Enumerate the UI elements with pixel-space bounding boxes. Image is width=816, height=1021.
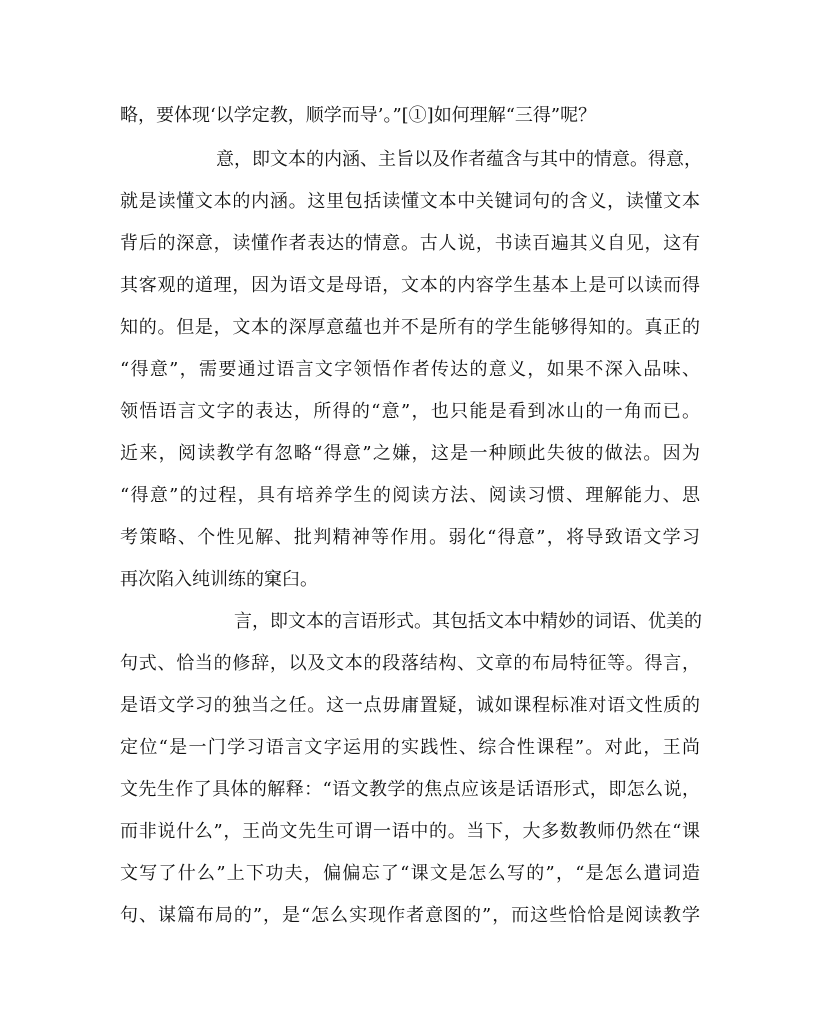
text-line: 近来，阅读教学有忽略“得意”之嫌，这是一种顾此失彼的做法。因为	[120, 443, 700, 464]
text-line: 知的。但是，文本的深厚意蕴也并不是所有的学生能够得知的。真正的	[120, 317, 700, 338]
text-line: 文写了什么”上下功夫，偏偏忘了“课文是怎么写的”，“是怎么遣词造	[120, 863, 700, 884]
text-line: 句、谋篇布局的”，是“怎么实现作者意图的”，而这些恰恰是阅读教学	[120, 905, 700, 926]
text-line: 而非说什么”，王尚文先生可谓一语中的。当下，大多数教师仍然在“课	[120, 821, 700, 842]
text-line: “得意”，需要通过语言文字领悟作者传达的意义，如果不深入品味、	[120, 359, 700, 380]
paragraph-end-line: 再次陷入纯训练的窠臼。	[120, 569, 318, 590]
text-line: “得意”的过程，具有培养学生的阅读方法、阅读习惯、理解能力、思	[120, 485, 700, 506]
text-line: 略，要体现‘以学定教，顺学而导’。”[①]如何理解“三得”呢？	[120, 105, 597, 126]
text-line: 是语文学习的独当之任。这一点毋庸置疑，诚如课程标准对语文性质的	[120, 695, 700, 716]
text-line: 其客观的道理，因为语文是母语，文本的内容学生基本上是可以读而得	[120, 275, 700, 296]
text-line: 考策略、个性见解、批判精神等作用。弱化“得意”，将导致语文学习	[120, 527, 700, 548]
text-line: 句式、恰当的修辞，以及文本的段落结构、文章的布局特征等。得言，	[120, 653, 700, 674]
text-line: 背后的深意，读懂作者表达的情意。古人说，书读百遍其义自见，这有	[120, 233, 700, 254]
paragraph-start-line: 言，即文本的言语形式。其包括文本中精妙的词语、优美的	[234, 611, 702, 632]
text-line: 就是读懂文本的内涵。这里包括读懂文本中关键词句的含义，读懂文本	[120, 191, 700, 212]
text-line: 文先生作了具体的解释：“语文教学的焦点应该是话语形式，即怎么说，	[120, 779, 700, 800]
text-line: 领悟语言文字的表达，所得的“意”，也只能是看到冰山的一角而已。	[120, 401, 700, 422]
paragraph-start-line: 意，即文本的内涵、主旨以及作者蕴含与其中的情意。得意，	[216, 149, 702, 170]
text-line: 定位“是一门学习语言文字运用的实践性、综合性课程”。对此，王尚	[120, 737, 700, 758]
